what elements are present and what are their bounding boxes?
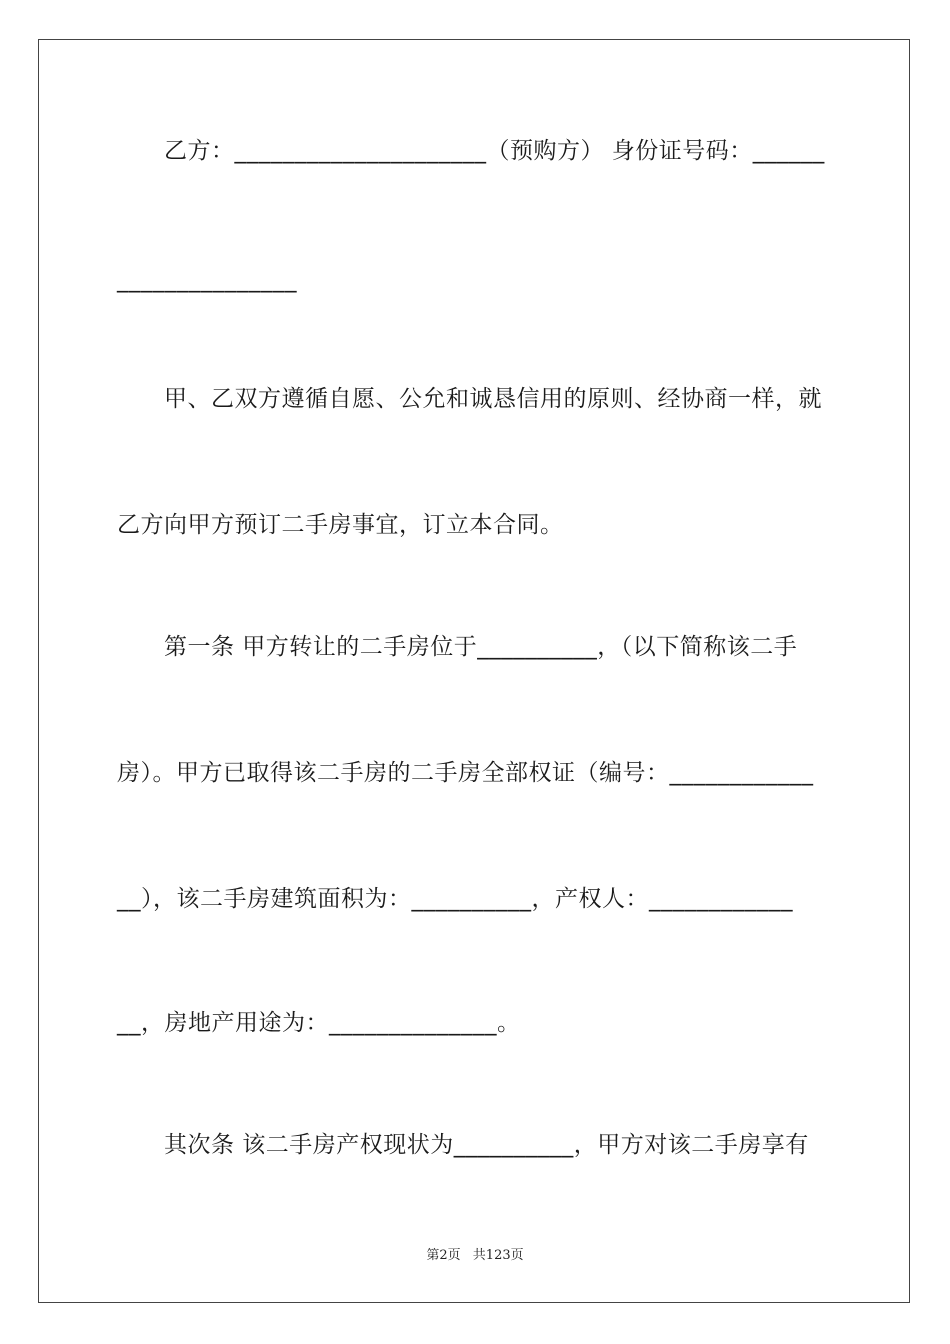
article-1-line-2: 房）。甲方已取得该二手房的二手房全部权证（编号：____________: [117, 760, 814, 786]
total-pages: 共123页: [472, 1248, 524, 1263]
paragraph-intro-line-1: 甲、乙双方遵循自愿、公允和诚恳信用的原则、经协商一样，就: [164, 386, 822, 412]
page-frame: [38, 39, 910, 1303]
page-footer: [0, 1244, 950, 1263]
id-number-continuation: _______________: [117, 267, 297, 293]
page-number: 第2页: [426, 1248, 461, 1263]
party-b-line: 乙方：_____________________（预购方） 身份证号码：______: [164, 138, 825, 164]
article-1-line-3: __），该二手房建筑面积为：__________，产权人：____________: [117, 886, 793, 912]
article-1-line-1: 第一条 甲方转让的二手房位于__________，（以下简称该二手: [164, 634, 798, 660]
article-1-line-4: __，房地产用途为：______________。: [117, 1010, 521, 1036]
paragraph-intro-line-2: 乙方向甲方预订二手房事宜，订立本合同。: [117, 512, 564, 538]
article-2-line-1: 其次条 该二手房产权现状为__________，甲方对该二手房享有: [164, 1132, 809, 1158]
